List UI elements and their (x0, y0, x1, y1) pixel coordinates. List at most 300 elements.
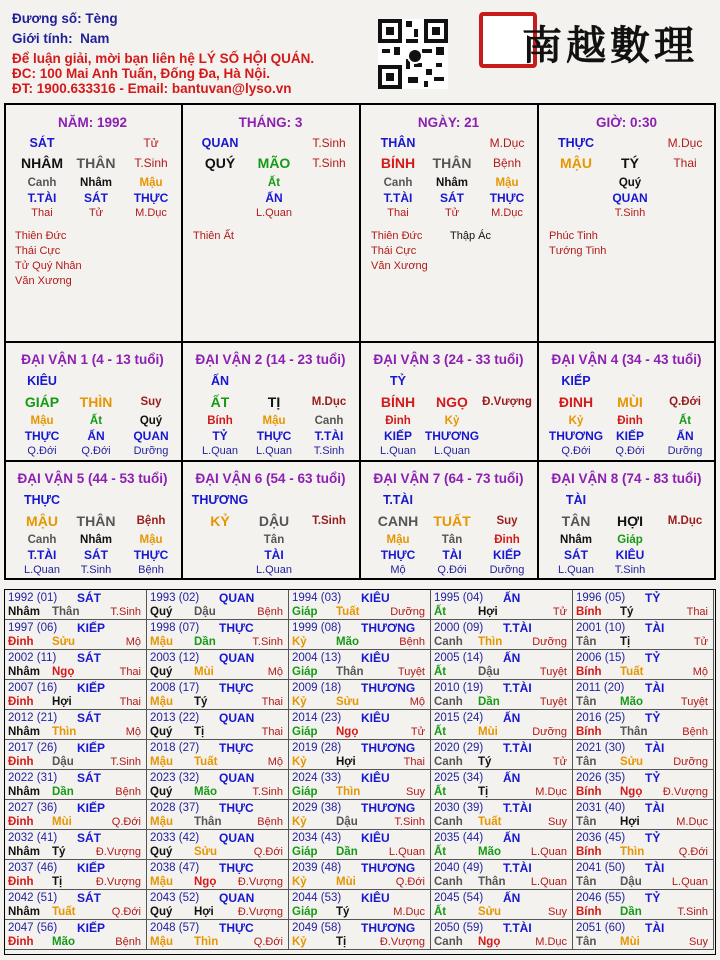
pillar-top-state: M.Dục (667, 136, 703, 150)
year-cell (147, 710, 289, 740)
year-cell (289, 920, 431, 950)
hidden-god: SÁT (84, 191, 108, 205)
year-god: QUAN (219, 831, 255, 845)
dai-van-stem: BÍNH (380, 394, 416, 410)
year-branch: Hợi (620, 816, 640, 828)
dai-van-star: THỰC (23, 493, 61, 507)
year-label: 2019 (28) (292, 742, 342, 754)
hidden-state: T.Sinh (614, 207, 646, 219)
year-branch: Sửu (478, 906, 502, 918)
year-state: Suy (689, 936, 708, 948)
year-label: 2045 (54) (434, 892, 484, 904)
hidden-god: KIẾP (383, 429, 413, 443)
year-cell (431, 890, 573, 920)
dai-van-branch: DẬU (258, 513, 290, 529)
year-god: TÀI (645, 741, 665, 755)
year-branch: Tị (194, 726, 205, 738)
year-god: QUAN (219, 771, 255, 785)
year-state: Suy (548, 816, 567, 828)
year-state: Q.Đới (253, 936, 283, 948)
year-branch: Dậu (478, 666, 500, 678)
year-stem: Ất (434, 666, 447, 678)
year-god: SÁT (77, 771, 101, 785)
year-cell (289, 710, 431, 740)
dai-van-stem: ĐINH (558, 394, 594, 410)
year-label: 2001 (10) (576, 622, 626, 634)
year-label: 2017 (26) (8, 742, 58, 754)
year-label: 2031 (40) (576, 802, 626, 814)
year-state: Bệnh (257, 606, 283, 618)
gender: Giới tính: Nam (12, 31, 110, 46)
year-label: 1996 (05) (576, 592, 626, 604)
year-cell (573, 890, 714, 920)
year-label: 2046 (55) (576, 892, 626, 904)
hidden-god: THƯƠNG (548, 429, 604, 443)
year-state: Tuyệt (397, 666, 425, 678)
year-branch: Mão (52, 936, 75, 948)
year-god: KIÊU (361, 651, 390, 665)
year-stem: Quý (150, 906, 173, 918)
dai-van-title: ĐẠI VẬN 7 (64 - 73 tuổi) (373, 471, 524, 486)
year-stem: Đinh (8, 816, 34, 828)
year-branch: Tị (478, 786, 489, 798)
hidden-god: TÀI (442, 548, 462, 562)
hidden-state: Tử (444, 207, 460, 219)
dai-van-branch-state: Bệnh (136, 515, 166, 527)
hidden-god: T.TÀI (383, 191, 413, 205)
dai-van-title: ĐẠI VẬN 3 (24 - 33 tuổi) (373, 352, 524, 367)
year-stem: Kỷ (292, 696, 307, 708)
year-label: 2014 (23) (292, 712, 342, 724)
hidden-state: L.Quan (255, 445, 293, 457)
year-stem: Giáp (292, 726, 318, 738)
hidden-state: Thai (387, 207, 409, 219)
year-cell (147, 800, 289, 830)
year-label: 1995 (04) (434, 592, 484, 604)
year-cell (289, 860, 431, 890)
year-state: L.Quan (671, 876, 708, 888)
year-cell (573, 800, 714, 830)
hidden-stem: Đinh (617, 415, 643, 427)
year-stem: Tân (576, 936, 597, 948)
hidden-god: SÁT (564, 548, 588, 562)
year-god: TÀI (645, 861, 665, 875)
year-branch: Mão (194, 786, 217, 798)
dai-van-8 (538, 462, 715, 579)
year-cell (147, 830, 289, 860)
hidden-stem: Ất (89, 415, 103, 427)
year-label: 2026 (35) (576, 772, 626, 784)
year-stem: Giáp (292, 666, 318, 678)
year-label: 2004 (13) (292, 652, 342, 664)
year-cell (5, 650, 147, 680)
year-god: KIẾP (77, 681, 106, 695)
hidden-stem: Tân (441, 534, 463, 546)
year-label: 2012 (21) (8, 712, 58, 724)
pillar-top-star: THỰC (557, 136, 595, 150)
dai-van-branch-state: Đ.Vượng (482, 396, 532, 408)
year-label: 2047 (56) (8, 922, 58, 934)
year-god: KIẾP (77, 621, 106, 635)
year-label: 2050 (59) (434, 922, 484, 934)
year-god: KIÊU (361, 831, 390, 845)
year-branch: Tuất (620, 666, 644, 678)
year-stem: Canh (434, 936, 463, 948)
year-god: THƯƠNG (361, 861, 416, 875)
pillar-top-star: SÁT (29, 136, 55, 150)
year-label: 1992 (01) (8, 592, 58, 604)
hidden-stem: Quý (618, 177, 642, 189)
dai-van-branch-state: T.Sinh (312, 515, 346, 527)
year-state: Thai (261, 696, 283, 708)
year-cell (573, 590, 714, 620)
year-stem: Quý (150, 786, 173, 798)
year-label: 2042 (51) (8, 892, 58, 904)
hidden-stem: Mậu (386, 534, 410, 546)
year-label: 2038 (47) (150, 862, 200, 874)
year-state: Dưỡng (532, 726, 567, 738)
year-branch: Thìn (52, 726, 77, 738)
qr-code[interactable] (378, 19, 448, 89)
hidden-god: QUAN (133, 429, 169, 443)
year-branch: Mùi (194, 666, 214, 678)
year-state: Bệnh (257, 816, 283, 828)
year-stem: Quý (150, 666, 173, 678)
dai-van-stem: TÂN (561, 513, 591, 529)
year-stem: Bính (576, 606, 602, 618)
year-god: KIẾP (77, 921, 106, 935)
year-branch: Ngọ (52, 666, 75, 678)
year-stem: Ất (434, 726, 447, 738)
hidden-stem: Bính (207, 415, 233, 427)
year-cell (147, 890, 289, 920)
year-branch: Thân (52, 606, 80, 618)
year-god: THỰC (219, 861, 254, 875)
year-cell (5, 590, 147, 620)
year-branch: Mùi (478, 726, 498, 738)
year-god: SÁT (77, 831, 101, 845)
year-cell (573, 770, 714, 800)
year-label: 2005 (14) (434, 652, 484, 664)
year-state: Dưỡng (532, 636, 567, 648)
dai-van-branch: TỊ (267, 394, 281, 410)
year-label: 2049 (58) (292, 922, 342, 934)
year-state: Tuyệt (539, 696, 567, 708)
dai-van-7 (360, 462, 537, 579)
year-god: QUAN (219, 651, 255, 665)
year-state: Dưỡng (390, 606, 425, 618)
year-cell (5, 890, 147, 920)
year-label: 2020 (29) (434, 742, 484, 754)
year-cell (5, 830, 147, 860)
year-stem: Đinh (8, 636, 34, 648)
year-state: Tử (693, 636, 708, 648)
year-stem: Giáp (292, 846, 318, 858)
hidden-stem: Canh (27, 534, 57, 546)
year-god: QUAN (219, 711, 255, 725)
year-god: THỰC (219, 681, 254, 695)
dai-van-stem: MẬU (26, 513, 58, 529)
dai-van-branch: THÌN (79, 394, 113, 410)
year-label: 2039 (48) (292, 862, 342, 874)
year-god: TỶ (645, 831, 661, 845)
year-stem: Đinh (8, 756, 34, 768)
dai-van-branch-state: M.Dục (667, 515, 703, 527)
year-branch: Ngọ (478, 936, 501, 948)
hidden-stem: Mậu (495, 177, 519, 189)
year-state: Mộ (692, 666, 708, 678)
year-state: Q.Đới (111, 816, 141, 828)
hidden-stem: Kỷ (568, 415, 584, 427)
year-state: M.Dục (535, 786, 567, 798)
year-state: Đ.Vượng (95, 846, 141, 858)
year-branch: Sửu (336, 696, 360, 708)
year-god: TỶ (645, 891, 661, 905)
year-stem: Mậu (150, 936, 173, 948)
dai-van-star: KIẾP (561, 374, 591, 388)
year-cell (289, 620, 431, 650)
year-label: 2041 (50) (576, 862, 626, 874)
year-god: TỶ (645, 591, 661, 605)
year-label: 2009 (18) (292, 682, 342, 694)
pillar-stem: BÍNH (380, 155, 416, 171)
year-label: 2043 (52) (150, 892, 200, 904)
pillar-title: THÁNG: 3 (238, 115, 303, 130)
pillar-title: GIỜ: 0:30 (595, 115, 658, 130)
dai-van-title: ĐẠI VẬN 8 (74 - 83 tuổi) (551, 471, 702, 486)
year-god: TỶ (645, 651, 661, 665)
year-stem: Kỷ (292, 876, 307, 888)
year-branch: Tuất (194, 756, 218, 768)
year-state: Đ.Vượng (237, 876, 283, 888)
year-label: 2024 (33) (292, 772, 342, 784)
year-branch: Tý (620, 606, 634, 618)
year-god: THƯƠNG (361, 681, 416, 695)
pillar-branch-state: T.Sinh (134, 156, 168, 170)
year-label: 2033 (42) (150, 832, 200, 844)
hidden-god: THỰC (133, 191, 169, 205)
year-god: THƯƠNG (361, 741, 416, 755)
year-branch: Tý (194, 696, 208, 708)
year-branch: Tuất (52, 906, 76, 918)
year-branch: Tuất (478, 816, 502, 828)
year-god: KIÊU (361, 771, 390, 785)
year-god: KIÊU (361, 591, 390, 605)
pillar-0 (4, 105, 181, 340)
year-label: 2040 (49) (434, 862, 484, 874)
hidden-stem: Nhâm (436, 177, 468, 189)
year-cell (5, 920, 147, 950)
hidden-god: ẤN (676, 429, 694, 443)
year-cell (431, 680, 573, 710)
year-state: Đ.Vượng (237, 906, 283, 918)
year-state: Thai (119, 696, 141, 708)
hidden-state: Q.Đới (27, 445, 57, 457)
year-branch: Tị (336, 936, 347, 948)
year-label: 2035 (44) (434, 832, 484, 844)
year-god: T.TÀI (503, 801, 532, 815)
year-state: Mộ (267, 756, 283, 768)
pillar-stem: MẬU (560, 155, 592, 171)
dai-van-branch: MÙI (617, 394, 643, 410)
hidden-god: TÀI (264, 548, 284, 562)
year-state: Q.Đới (395, 876, 425, 888)
year-label: 2034 (43) (292, 832, 342, 844)
dai-van-6 (182, 462, 359, 579)
year-label: 1998 (07) (150, 622, 200, 634)
hidden-stem: Ất (267, 177, 281, 189)
dai-van-branch: THÂN (76, 513, 116, 529)
year-stem: Kỷ (292, 636, 307, 648)
year-label: 2006 (15) (576, 652, 626, 664)
year-god: T.TÀI (503, 621, 532, 635)
year-state: Bệnh (399, 636, 425, 648)
year-stem: Quý (150, 726, 173, 738)
year-stem: Tân (576, 876, 597, 888)
year-state: Dưỡng (673, 756, 708, 768)
year-stem: Tân (576, 816, 597, 828)
year-stem: Nhâm (8, 786, 40, 798)
pillar-branch: TÝ (621, 155, 639, 171)
pillar-top-state: T.Sinh (312, 136, 346, 150)
hidden-state: Q.Đới (561, 445, 591, 457)
hidden-stem: Nhâm (80, 177, 112, 189)
year-cell (573, 650, 714, 680)
dai-van-title: ĐẠI VẬN 1 (4 - 13 tuổi) (21, 352, 164, 367)
hidden-stem: Đinh (385, 415, 411, 427)
hidden-god: ẤN (87, 429, 105, 443)
year-branch: Tý (336, 906, 350, 918)
year-state: Bệnh (115, 936, 141, 948)
year-state: T.Sinh (677, 906, 708, 918)
year-stem: Đinh (8, 936, 34, 948)
year-cell (5, 860, 147, 890)
special-star: Tướng Tinh (549, 245, 607, 257)
hidden-god: KIẾP (492, 548, 522, 562)
pillar-branch: THÂN (432, 155, 472, 171)
year-cell (147, 920, 289, 950)
year-stem: Quý (150, 606, 173, 618)
year-cell (289, 800, 431, 830)
special-star: Thiên Ất (193, 230, 234, 242)
year-branch: Sửu (52, 636, 76, 648)
hidden-stem: Nhâm (80, 534, 112, 546)
year-label: 1993 (02) (150, 592, 200, 604)
year-cell (289, 740, 431, 770)
hidden-god: THƯƠNG (424, 429, 480, 443)
hidden-god: THỰC (24, 429, 60, 443)
year-branch: Ngọ (336, 726, 359, 738)
year-god: TỶ (645, 771, 661, 785)
year-god: ẤN (503, 891, 521, 905)
year-god: THƯƠNG (361, 621, 416, 635)
hidden-god: T.TÀI (314, 429, 344, 443)
special-star: Tử Quý Nhân (15, 260, 82, 272)
year-state: Tuyệt (539, 666, 567, 678)
year-stem: Tân (576, 696, 597, 708)
year-branch: Dậu (52, 756, 74, 768)
hidden-state: L.Quan (255, 564, 293, 576)
year-branch: Dần (478, 696, 500, 708)
hidden-state: M.Dục (491, 207, 523, 219)
dai-van-1 (4, 343, 181, 460)
year-state: Mộ (125, 726, 141, 738)
year-branch: Mão (620, 696, 643, 708)
year-label: 2018 (27) (150, 742, 200, 754)
year-label: 1994 (03) (292, 592, 342, 604)
pillar-title: NĂM: 1992 (57, 115, 128, 130)
hidden-god: THỰC (380, 548, 416, 562)
year-label: 2008 (17) (150, 682, 200, 694)
year-state: Mộ (267, 666, 283, 678)
year-state: L.Quan (388, 846, 425, 858)
year-state: T.Sinh (110, 756, 141, 768)
year-branch: Thân (620, 726, 648, 738)
dai-van-2 (182, 343, 359, 460)
year-god: TÀI (645, 681, 665, 695)
brand-logo: 南越數理 (522, 22, 698, 69)
year-cell (5, 710, 147, 740)
hidden-god: KIẾP (615, 429, 645, 443)
year-branch: Thìn (336, 786, 361, 798)
year-branch: Thân (194, 816, 222, 828)
year-stem: Quý (150, 846, 173, 858)
year-state: L.Quan (530, 876, 567, 888)
year-label: 2029 (38) (292, 802, 342, 814)
hidden-state: Mộ (390, 564, 406, 576)
year-label: 2037 (46) (8, 862, 58, 874)
year-god: QUAN (219, 891, 255, 905)
pillar-stem: QUÝ (204, 155, 236, 171)
dai-van-title: ĐẠI VẬN 5 (44 - 53 tuổi) (17, 471, 168, 486)
pillar-2 (360, 105, 537, 340)
hidden-state: Tử (88, 207, 104, 219)
year-stem: Ất (434, 606, 447, 618)
year-cell (5, 800, 147, 830)
year-stem: Kỷ (292, 756, 307, 768)
year-state: Đ.Vượng (379, 936, 425, 948)
year-state: M.Dục (535, 936, 567, 948)
hidden-god: THỰC (133, 548, 169, 562)
year-branch: Thìn (194, 936, 219, 948)
year-state: Tử (552, 756, 567, 768)
year-branch: Ngọ (194, 876, 217, 888)
year-branch: Ngọ (620, 786, 643, 798)
year-cell (5, 680, 147, 710)
hidden-state: L.Quan (557, 564, 595, 576)
year-label: 2027 (36) (8, 802, 58, 814)
year-cell (289, 890, 431, 920)
year-label: 2002 (11) (8, 652, 57, 664)
year-label: 2010 (19) (434, 682, 484, 694)
year-stem: Mậu (150, 636, 173, 648)
year-god: THƯƠNG (361, 801, 416, 815)
year-label: 2015 (24) (434, 712, 484, 724)
dai-van-title: ĐẠI VẬN 2 (14 - 23 tuổi) (195, 352, 346, 367)
year-god: KIẾP (77, 861, 106, 875)
year-label: 2036 (45) (576, 832, 626, 844)
address: ĐC: 100 Mai Anh Tuấn, Đống Đa, Hà Nội. (12, 66, 271, 81)
year-stem: Bính (576, 726, 602, 738)
year-stem: Ất (434, 846, 447, 858)
pillar-branch-state: T.Sinh (312, 156, 346, 170)
year-branch: Tý (478, 756, 492, 768)
year-branch: Sửu (620, 756, 644, 768)
year-state: Đ.Vượng (95, 876, 141, 888)
dai-van-title: ĐẠI VẬN 6 (54 - 63 tuổi) (195, 471, 346, 486)
hidden-god: ẤN (265, 191, 283, 205)
year-state: Thai (119, 666, 141, 678)
